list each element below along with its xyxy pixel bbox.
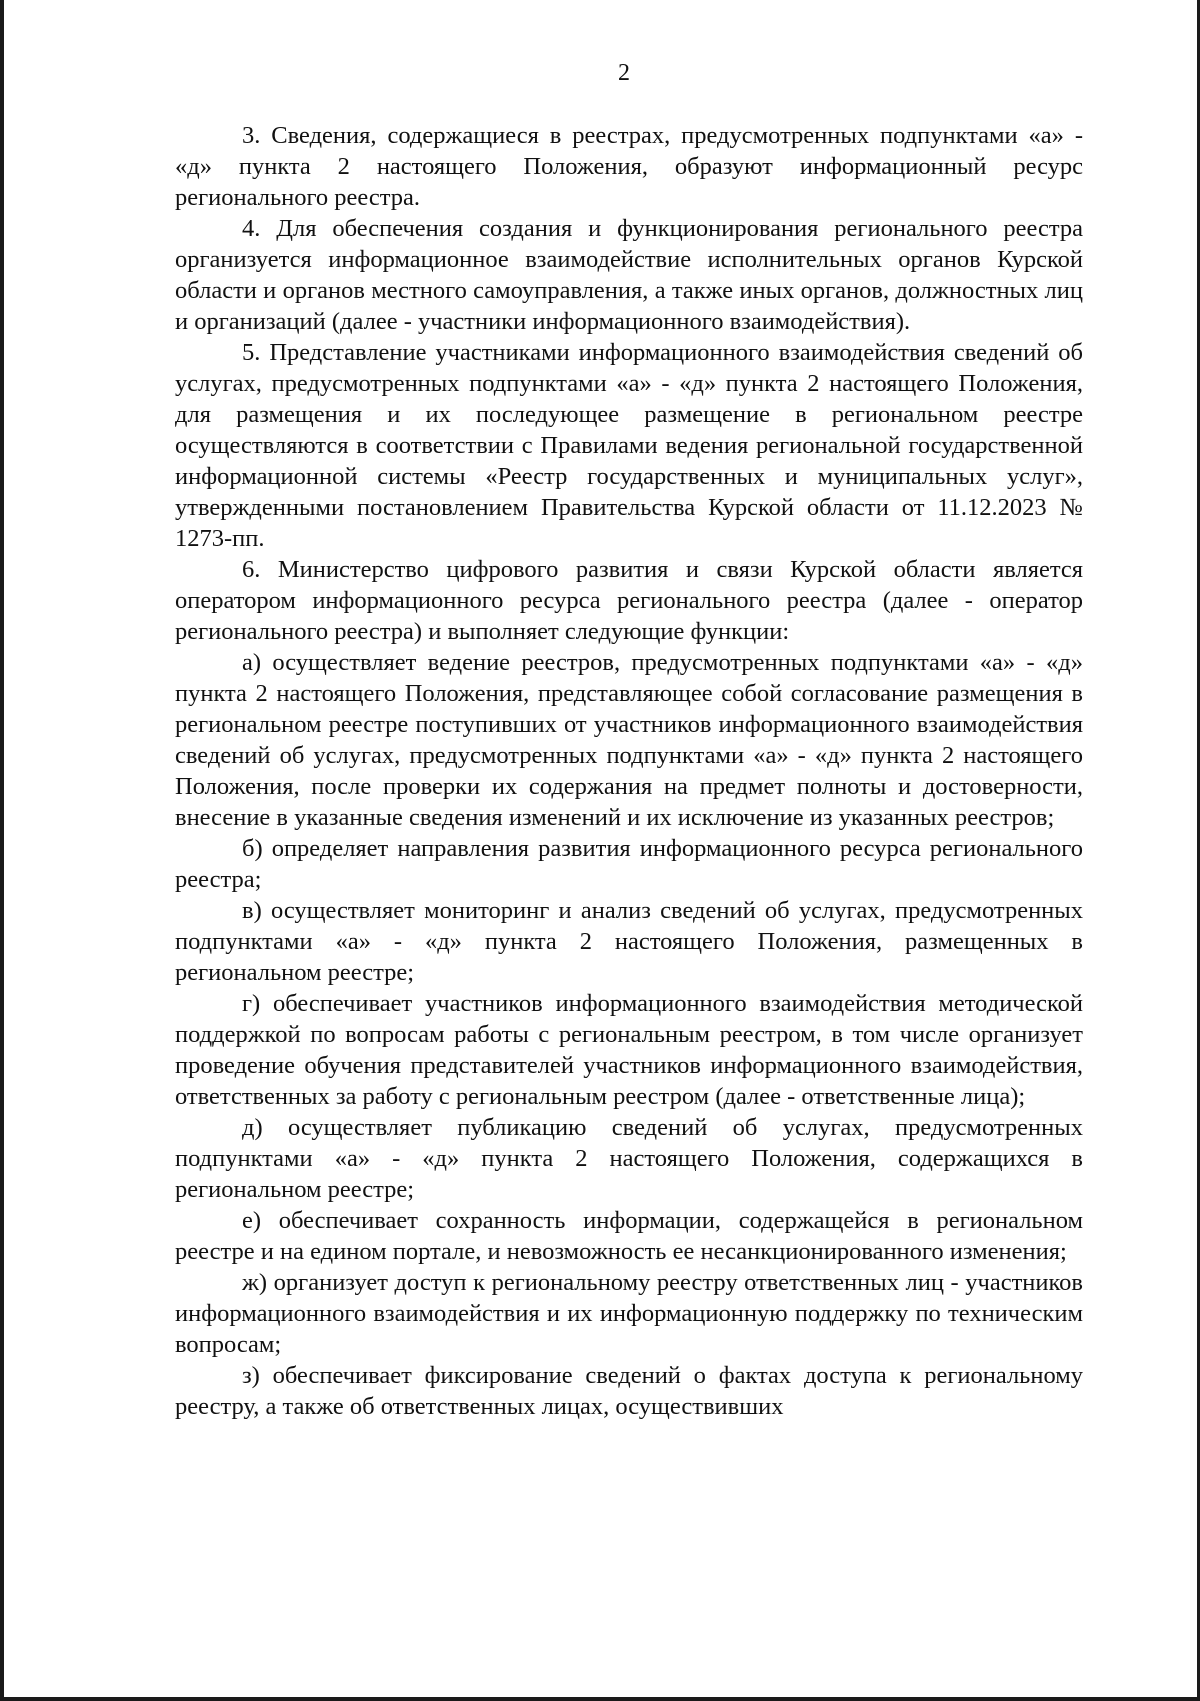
document-body xyxy=(175,120,1083,1422)
subparagraph-g: г) обеспечивает участников информационного взаимодействия методической поддержкой по вопросам работы с региональным реестром, в том числе организует проведение обучения представителей участников информационного взаимодействия, ответственных за работу с региональным реестром (далее - ответственные лица); xyxy=(175,990,1083,1110)
scan-border-bottom xyxy=(0,1697,1200,1701)
subparagraph-d: д) осуществляет публикацию сведений об услугах, предусмотренных подпунктами «а» - «д» пункта 2 настоящего Положения, содержащихся в региональном реестре; xyxy=(175,1114,1083,1203)
scan-border-left xyxy=(0,0,4,1701)
subparagraph-a: а) осуществляет ведение реестров, предусмотренных подпунктами «а» - «д» пункта 2 настоящего Положения, представляющее собой согласование размещения в региональном реестре поступивших от участников информационного взаимодействия сведений об услугах, предусмотренных подпунктами «а» - «д» пункта 2 настоящего Положения, после проверки их содержания на предмет полноты и достоверности, внесение в указанные сведения изменений и их исключение из указанных реестров; xyxy=(175,649,1083,831)
paragraph-3: 3. Сведения, содержащиеся в реестрах, предусмотренных подпунктами «а» - «д» пункта 2 настоящего Положения, образуют информационный ресурс регионального реестра. xyxy=(175,122,1083,211)
page-number: 2 xyxy=(618,60,630,86)
subparagraph-b: б) определяет направления развития информационного ресурса регионального реестра; xyxy=(175,835,1083,893)
paragraph-6: 6. Министерство цифрового развития и связи Курской области является оператором информационного ресурса регионального реестра (далее - оператор регионального реестра) и выполняет следующие функции: xyxy=(175,556,1083,645)
subparagraph-zh: ж) организует доступ к региональному реестру ответственных лиц - участников информационного взаимодействия и их информационную поддержку по техническим вопросам; xyxy=(175,1269,1083,1358)
subparagraph-e: е) обеспечивает сохранность информации, содержащейся в региональном реестре и на едином портале, и невозможность ее несанкционированного изменения; xyxy=(175,1207,1083,1265)
paragraph-5: 5. Представление участниками информационного взаимодействия сведений об услугах, предусмотренных подпунктами «а» - «д» пункта 2 настоящего Положения, для размещения и их последующее размещение в региональном реестре осуществляются в соответствии с Правилами ведения региональной государственной информационной системы «Реестр государственных и муниципальных услуг», утвержденными постановлением Правительства Курской области от 11.12.2023 № 1273-пп. xyxy=(175,339,1083,552)
subparagraph-v: в) осуществляет мониторинг и анализ сведений об услугах, предусмотренных подпунктами «а» - «д» пункта 2 настоящего Положения, размещенных в региональном реестре; xyxy=(175,897,1083,986)
paragraph-4: 4. Для обеспечения создания и функционирования регионального реестра организуется информационное взаимодействие исполнительных органов Курской области и органов местного самоуправления, а также иных органов, должностных лиц и организаций (далее - участники информационного взаимодействия). xyxy=(175,215,1083,335)
subparagraph-z: з) обеспечивает фиксирование сведений о фактах доступа к региональному реестру, а также об ответственных лицах, осуществивших xyxy=(175,1362,1083,1420)
